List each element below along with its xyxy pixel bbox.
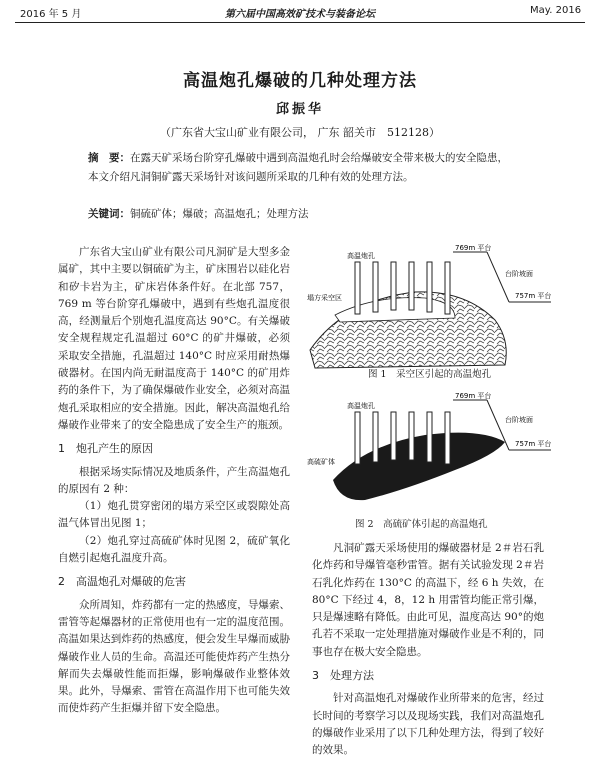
fig1-cavity-label: 塌方采空区 <box>307 294 342 302</box>
fig2-ore-label: 高硫矿体 <box>307 458 335 466</box>
figure-1-caption: 图 1 采空区引起的高温炮孔 <box>368 369 492 380</box>
fig1-slope-label: 台阶坡面 <box>505 270 533 278</box>
keywords-label: 关键词： <box>88 208 130 220</box>
paper-title: 高温炮孔爆破的几种处理方法 <box>183 71 417 91</box>
keywords-text: 铜硫矿体；爆破；高温炮孔；处理方法 <box>130 208 309 220</box>
section-1-item-1: （1）炮孔贯穿密闭的塌方采空区或裂隙处高温气体冒出见图 1； <box>58 500 290 530</box>
fig2-top-bench-label: 769m 平台 <box>455 392 492 400</box>
right-paragraph-1: 凡洞矿露天采场使用的爆破器材是 2＃岩石乳化炸药和导爆管毫秒雷管。据有关试验发现 2＃岩石乳化炸药在 130°C 的高温下，经 6 h 失效，在 80°C 下经过 4，8，12 h 用雷管均能正常引爆，只是爆速略有降低。由此可见，温度高达 90°的炮孔若不采取一定处理措施对爆破作业是不利的，同事也存在极大安全隐患。 <box>312 542 544 658</box>
section-2-paragraph: 众所周知，炸药都有一定的热感度，导爆索、雷管等起爆器材的正常使用也有一定的温度范围。高温如果达到炸药的热感度，便会发生早爆而威胁爆破作业人员的生命。高温还可能使炸药产生热分解而失去爆破性能而拒爆，影响爆破作业整体效果。此外，导爆索、雷管在高温作用下也可能失效而使炸药产生拒爆并留下安全隐患。 <box>58 598 290 715</box>
abstract <box>88 149 518 187</box>
right-column <box>312 540 544 760</box>
figure-2-caption: 图 2 高硫矿体引起的高温炮孔 <box>355 519 488 530</box>
header-date-en: May. 2016 <box>530 5 582 16</box>
intro-paragraph: 广东省大宝山矿业有限公司凡洞矿是大型多金属矿，其中主要以铜硫矿为主，矿床围岩以硅化岩和矽卡岩为主，矿床岩体条件好。在北部 757，769 m 等台阶穿孔爆破中，遇到有些炮孔温度很高，经测量后个别炮孔温度高达 90°C。有关爆破安全规程规定孔温超过 60°C 的矿井爆破，必须采取安全措施，孔温超过 140°C 时应采用耐热爆破器材。在国内尚无耐温度高于 140°C 的矿用炸药的条件下，为了确保爆破作业安全，必须对高温炮孔采取相应的安全措施。因此，解决高温炮孔给爆破作业带来了的安全隐患成了安全生产的瓶颈。 <box>58 246 290 431</box>
section-1-heading: 1 炮孔产生的原因 <box>58 442 153 456</box>
section-3-heading: 3 处理方法 <box>312 669 374 683</box>
keywords <box>88 206 518 221</box>
author-affiliation: （广东省大宝山矿业有限公司， 广东 韶关市 512128） <box>160 126 440 139</box>
figure-2-diagram <box>305 390 555 515</box>
section-3-paragraph: 针对高温炮孔对爆破作业所带来的危害，经过长时间的考察学习以及现场实践，我们对高温炮孔的爆破作业采用了以下几种处理方法，得到了较好的效果。 <box>312 692 544 757</box>
fig1-top-bench-label: 769m 平台 <box>455 244 492 252</box>
fig1-hole-label: 高温炮孔 <box>347 252 375 260</box>
header-conference: 第六届中国高效矿技术与装备论坛 <box>225 9 375 20</box>
paper-author: 邱振华 <box>275 102 324 117</box>
header-date: 2016 年 5 月 <box>20 9 82 20</box>
section-1-paragraph: 根据采场实际情况及地质条件，产生高温炮孔的原因有 2 种： <box>58 465 290 495</box>
header-rule <box>15 22 585 23</box>
abstract-text: 在露天矿采场台阶穿孔爆破中遇到高温炮孔时会给爆破安全带来极大的安全隐患，本文介绍凡洞铜矿露天采场针对该问题所采取的几种有效的处理方法。 <box>88 152 508 183</box>
fig2-slope-label: 台阶坡面 <box>505 416 533 424</box>
left-column <box>58 244 290 718</box>
fig1-low-bench-label: 757m 平台 <box>515 292 552 300</box>
figure-1-diagram <box>305 240 555 380</box>
section-2-heading: 2 高温炮孔对爆破的危害 <box>58 575 186 589</box>
abstract-label: 摘 要： <box>88 152 130 164</box>
fig2-hole-label: 高温炮孔 <box>347 402 375 410</box>
section-1-item-2: （2）炮孔穿过高硫矿体时见图 2，硫矿氧化自燃引起炮孔温度升高。 <box>58 534 290 565</box>
running-header <box>0 0 600 24</box>
fig2-low-bench-label: 757m 平台 <box>515 440 552 448</box>
